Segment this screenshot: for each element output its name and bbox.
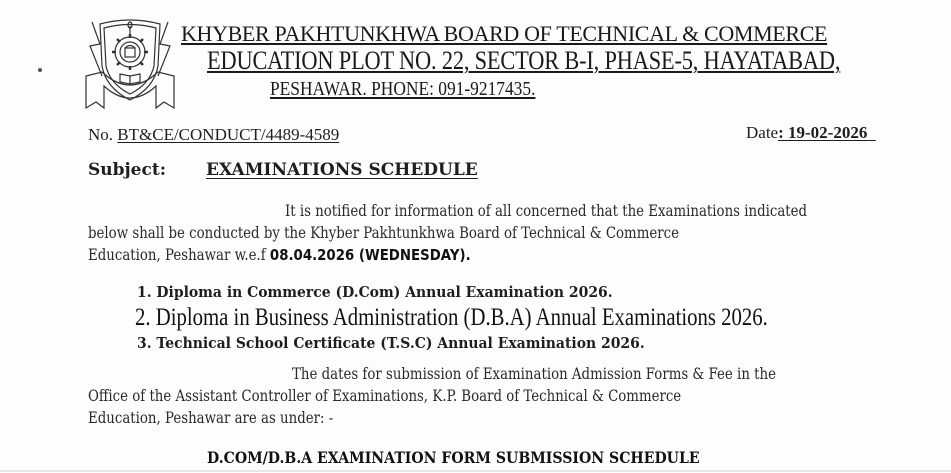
page-edge-divider xyxy=(0,470,951,472)
reference-prefix: No. xyxy=(88,125,114,144)
letterhead-line-3: PESHAWAR. PHONE: 091-9217435. xyxy=(270,78,536,100)
date-value: : 19-02-2026 xyxy=(778,123,868,142)
reference-code: BT&CE/CONDUCT/4489-4589 xyxy=(117,125,340,144)
letterhead-line-2: EDUCATION PLOT NO. 22, SECTOR B-I, PHASE-5, HAYATABAD, xyxy=(207,46,841,75)
submission-paragraph-line-1: The dates for submission of Examination Admission Forms & Fee in the xyxy=(292,365,776,383)
exam-list-item: 3. Technical School Certificate (T.S.C) Annual Examination 2026. xyxy=(137,334,645,352)
notice-paragraph-line-2: below shall be conducted by the Khyber Pakhtunkhwa Board of Technical & Commerce xyxy=(88,224,679,242)
letterhead-line-1: KHYBER PAKHTUNKHWA BOARD OF TECHNICAL & COMMERCE xyxy=(181,21,828,46)
submission-paragraph-line-3: Education, Peshawar are as under: - xyxy=(88,409,334,427)
exam-list-item: 2. Diploma in Business Administration (D.B.A) Annual Examinations 2026. xyxy=(135,304,768,331)
schedule-heading: D.COM/D.B.A EXAMINATION FORM SUBMISSION SCHEDULE xyxy=(207,448,700,467)
scan-speck xyxy=(38,68,42,72)
letter-date xyxy=(746,123,876,143)
subject-value: EXAMINATIONS SCHEDULE xyxy=(206,160,478,180)
exam-list-item: 1. Diploma in Commerce (D.Com) Annual Examination 2026. xyxy=(137,283,613,301)
effective-date: 08.04.2026 (WEDNESDAY). xyxy=(269,246,471,264)
date-label: Date xyxy=(746,123,779,142)
notice-text: Education, Peshawar w.e.f xyxy=(88,246,270,264)
reference-number xyxy=(88,125,339,145)
board-crest-icon xyxy=(84,16,176,110)
subject-label: Subject: xyxy=(88,160,166,180)
notice-paragraph-line-3 xyxy=(88,246,471,264)
notice-paragraph-line-1: It is notified for information of all concerned that the Examinations indicated xyxy=(285,202,808,220)
submission-paragraph-line-2: Office of the Assistant Controller of Examinations, K.P. Board of Technical & Commerce xyxy=(88,387,682,405)
